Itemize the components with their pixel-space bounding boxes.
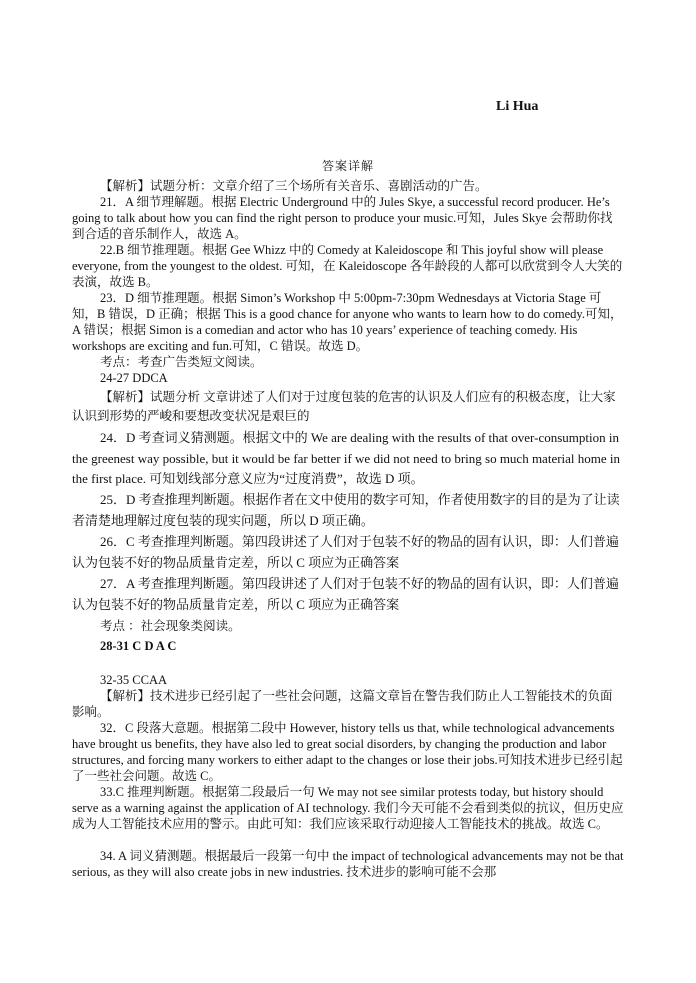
s4-q32: 32．C 段落大意题。根据第二段中 However, history tells us that, while technological advancements have brought us benefits, they have also led to great social disorders, by changing the production and labor structures, and forcing many workers to either adapt to the changes or lose their jobs.可知技术进步已经引起了一些社会问题。故选 C。	[72, 721, 623, 783]
s4-analysis: 【解析】技术进步已经引起了一些社会问题，这篇文章旨在警告我们防止人工智能技术的负面影响。	[72, 689, 613, 719]
s4-q34: 34. A 词义猜测题。根据最后一段第一句中 the impact of technological advancements may not be that serious, as they will also create jobs in new industries. 技术进步的影响可能不会那	[72, 849, 624, 879]
s2-analysis: 【解析】试题分析 文章讲述了人们对于过度包装的危害的认识及人们应有的积极态度，让大家认识到形势的严峻和要想改变状况是艰巨的	[72, 390, 616, 423]
s1-q23: 23．D 细节推理题。根据 Simon’s Workshop 中 5:00pm-7:30pm Wednesdays at Victoria Stage 可知，B 错误，D 正确；根据 This is a good chance for anyone who wants to learn how to do comedy.可知，A 错误；根据 Simon is a comedian and actor who has 10 years’ experience of teaching comedy. His workshops are exciting and fun.可知，C 错误。故选 D。	[72, 291, 623, 353]
s2-note: 考点 ：社会现象类阅读。	[100, 619, 241, 633]
s2-answers: 24-27 DDCA	[100, 371, 168, 385]
s3-answers: 28-31 C D A C	[100, 639, 177, 653]
s4-q33: 33.C 推理判断题。根据第二段最后一句 We may not see similar protests today, but history should serve as a warning against the application of AI technology. 我们今天可能不会看到类似的抗议，但历史应成为人工智能技术应用的警示。由此可知：我们应该采取行动迎接人工智能技术的挑战。故选 C。	[72, 785, 624, 831]
author-name: Li Hua	[496, 99, 539, 114]
s2-q25: 25．D 考查推理判断题。根据作者在文中使用的数字可知，作者使用数字的目的是为了让读者清楚地理解过度包装的现实问题，所以 D 项正确。	[72, 492, 620, 528]
s1-note: 考点：考查广告类短文阅读。	[100, 355, 263, 369]
s1-q21: 21．A 细节理解题。根据 Electric Underground 中的 Jules Skye, a successful record producer. He’s going to talk about how you can find the right person to produce your music.可知，Jules Skye 会帮助你找到合适的音乐制作人，故选 A。	[72, 195, 613, 241]
s2-q27: 27．A 考查推理判断题。第四段讲述了人们对于包装不好的物品的固有认识，即：人们普遍认为包装不好的物品质量肯定差，所以 C 项应为正确答案	[72, 576, 619, 612]
s1-q22: 22.B 细节推理题。根据 Gee Whizz 中的 Comedy at Kaleidoscope 和 This joyful show will please everyone, from the youngest to the oldest. 可知，在 Kaleidoscope 各年龄段的人都可以欣赏到令人大笑的表演，故选 B。	[72, 243, 623, 289]
s2-q24: 24．D 考查词义猜测题。根据文中的 We are dealing with the results of that over-consumption in the greenest way possible, but it would be far better if we did not need to bring so much material home in the first place. 可知划线部分意义应为“过度消费”，故选 D 项。	[72, 430, 621, 486]
s4-answers: 32-35 CCAA	[100, 673, 168, 687]
page-title: 答案详解	[321, 159, 374, 173]
s1-analysis: 【解析】试题分析：文章介绍了三个场所有关音乐、喜剧活动的广告。	[100, 179, 488, 193]
s2-q26: 26．C 考查推理判断题。第四段讲述了人们对于包装不好的物品的固有认识，即：人们普遍认为包装不好的物品质量肯定差，所以 C 项应为正确答案	[72, 534, 619, 570]
